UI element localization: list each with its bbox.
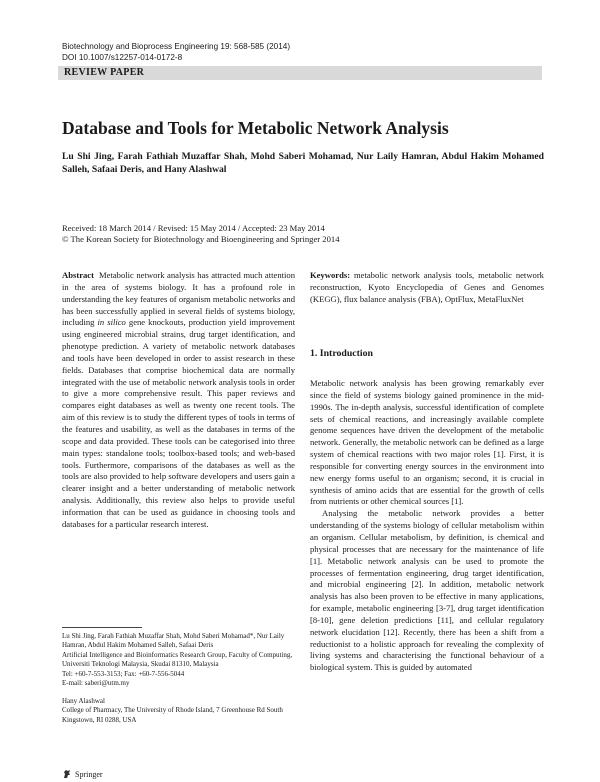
keywords-label: Keywords: [310, 270, 351, 280]
author-list [62, 150, 544, 176]
publisher-logo [62, 769, 103, 779]
affiliation-email: E-mail: saberi@utm.my [62, 679, 130, 688]
intro-body [310, 378, 544, 674]
received-dates: Received: 18 March 2014 / Revised: 15 May 2014 / Accepted: 23 May 2014 [62, 223, 325, 233]
affiliation-block-1 [62, 632, 302, 688]
abstract-text-a: Metabolic network analysis has attracted much attention in the area of systems biology. It has a profound role in understanding the key features of organism metabolic networks and has been successfully applied in several fields of systems biology, including [62, 270, 295, 328]
publisher-name: Springer [75, 769, 103, 779]
affiliation-phone: Tel: +60-7-553-3153; Fax: +60-7-556-5044 [62, 669, 185, 678]
abstract-italic: in silico [97, 317, 126, 328]
copyright-line: © The Korean Society for Biotechnology and Bioengineering and Springer 2014 [62, 234, 340, 244]
affiliation-author-2: Hany Alashwal [62, 697, 105, 705]
affiliation-institution-2: College of Pharmacy, The University of Rhode Island, 7 Greenhouse Rd South Kingstown, RI 0288, USA [62, 706, 283, 724]
intro-heading: 1. Introduction [310, 348, 373, 359]
section-label: REVIEW PAPER [64, 67, 145, 78]
authors-line-2: Salleh, Safaai Deris, and Hany Alashwal [62, 164, 227, 175]
article-title: Database and Tools for Metabolic Network Analysis [62, 118, 449, 138]
affiliation-block-2 [62, 697, 302, 725]
keywords-text: metabolic network analysis tools, metabolic network reconstruction, Kyoto Encyclopedia of Genes and Genomes (KEGG), flux balance analysis (FBA), OptFlux, MetaFluxNet [310, 270, 544, 304]
journal-citation: Biotechnology and Bioprocess Engineering 19: 568-585 (2014) [62, 42, 291, 51]
authors-line-1: Lu Shi Jing, Farah Fathiah Muzaffar Shah, Mohd Saberi Mohamad, Nur Laily Hamran, Abdul Hakim Mohamed [62, 151, 544, 162]
intro-paragraph-1: Metabolic network analysis has been growing remarkably ever since the field of systems biology gained prominence in the mid-1990s. The in-depth analysis, successful identification of complete sets of chemical reactions, and increasingly available complete genome sequences have driven the development of the metabolic network. Generally, the metabolic network can be defined as a large system of chemical reactions with two major roles [1]. First, it is responsible for converting energy sources in the environment into new energy forms useful to an organism; second, it is crucial in synthesis of amino acids that are essential for the growth of cells from nutrients or other chemical sources [1]. [310, 378, 544, 507]
intro-paragraph-2: Analysing the metabolic network provides a better understanding of the systems biology of cellular metabolism within an organism. Cellular metabolism, by definition, is chemical and physical processes that are necessary for the maintenance of life [1]. Metabolic network analysis can be used to promote the processes of fermentation engineering, drug target identification, and microbial engineering [2]. In addition, metabolic network analysis has also been proven to be effective in many applications, for example, metabolic engineering [3-7], drug target identification [8-10], gene deletion predictions [11], and cellular regulatory network elucidation [12]. Recently, there has been a shift from a reductionist to a holistic approach for revealing the complexity of living systems and characterising the functional behaviour of a biological system. This is guided by automated [310, 508, 544, 673]
received-info [62, 223, 542, 245]
abstract-text-b: gene knockouts, production yield improvement using engineered microbial strains, drug target identification, and phenotype prediction. A variety of metabolic network databases and tools have been developed in order to assist research in these fields. Databases that comprise biochemical data are normally integrated with the use of metabolic network analysis tools in order to give a more comprehensive result. This paper reviews and compares eight databases as well as twenty one recent tools. The aim of this review is to study the different types of tools in terms of the features and usability, as well as the databases in terms of the scope and data provided. These tools can be categorised into three main types: standalone tools; toolbox-based tools; and web-based tools. Furthermore, comparisons of the databases as well as the tools are also provided to help software developers and users gain a clearer insight and a better understanding of metabolic network analysis. Additionally, this review also helps to provide useful information that can be used as guidance in choosing tools and databases for a particular research interest. [62, 317, 295, 529]
footnote-divider [62, 627, 142, 628]
abstract [62, 270, 295, 531]
abstract-column [62, 270, 295, 531]
abstract-label: Abstract [62, 270, 94, 280]
section-banner [58, 66, 542, 80]
affiliation-institution: Artificial Intelligence and Bioinformatics Research Group, Faculty of Computing, Universiti Teknologi Malaysia, Skudai 81310, Malaysia [62, 650, 293, 669]
journal-header [62, 41, 290, 63]
keywords-block [310, 270, 544, 306]
doi-line: DOI 10.1007/s12257-014-0172-8 [62, 53, 183, 62]
keywords [310, 270, 544, 306]
affiliation-authors: Lu Shi Jing, Farah Fathiah Muzaffar Shah, Mohd Saberi Mohamad*, Nur Laily Hamran, Abdul Hakim Mohamed Salleh, Safaai Deris [62, 632, 285, 650]
springer-horse-icon [62, 769, 72, 779]
